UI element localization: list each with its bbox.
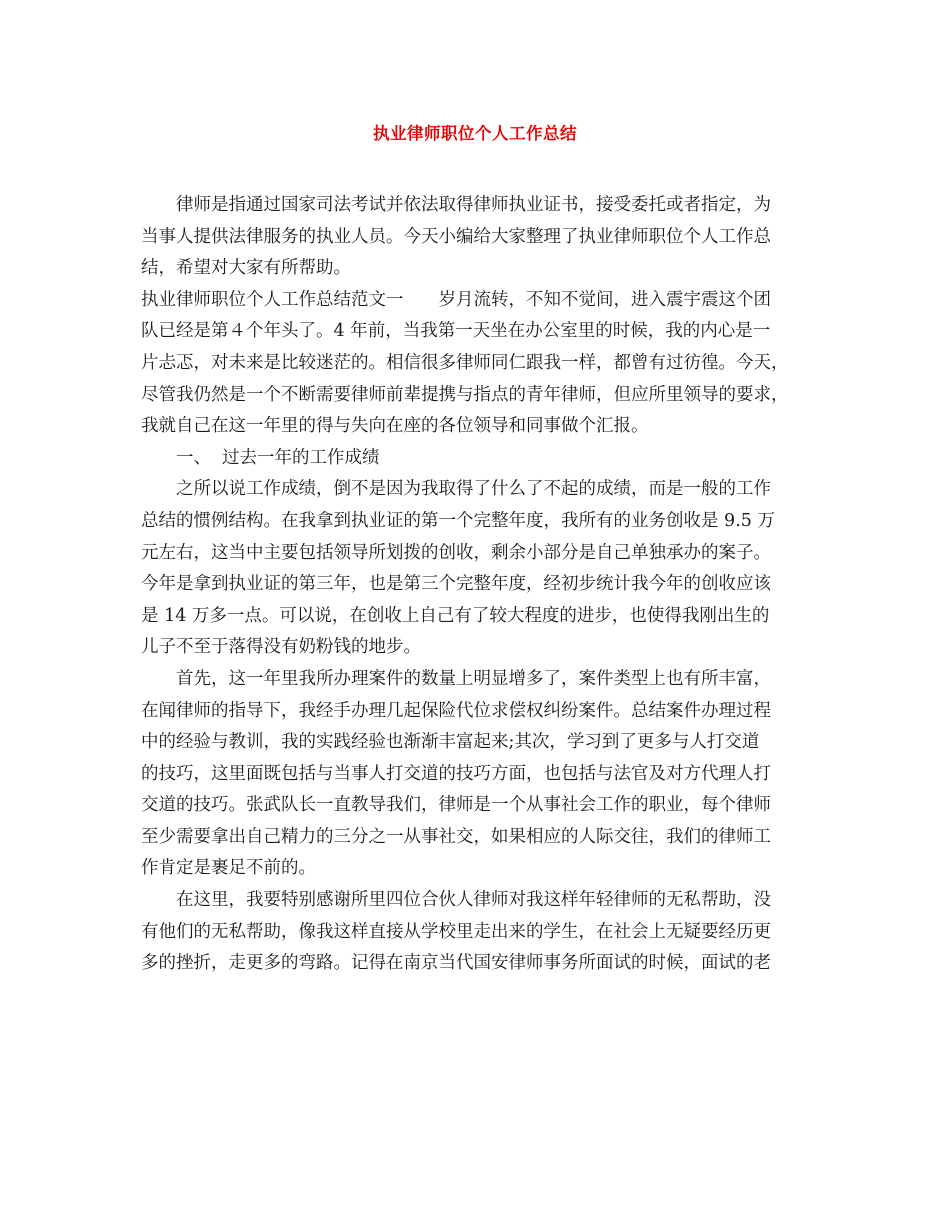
text-line: 总结的惯例结构。在我拿到执业证的第一个完整年度，我所有的业务创收是 9.5 万 <box>141 510 775 531</box>
text-line: 交道的技巧。张武队长一直教导我们，律师是一个从事社会工作的职业，每个律师 <box>141 795 771 816</box>
text-line: 片忐忑，对未来是比较迷茫的。相信很多律师同仁跟我一样，都曾有过彷徨。今天， <box>141 352 789 373</box>
text-line: 队已经是第４个年头了。4 年前，当我第一天坐在办公室里的时候，我的内心是一 <box>141 321 771 342</box>
document-body <box>141 190 831 980</box>
progress-paragraph <box>141 664 831 885</box>
text-line: 在闻律师的指导下，我经手办理几起保险代位求偿权纠纷案件。总结案件办理过程 <box>141 700 771 721</box>
sample-one-paragraph <box>141 285 831 443</box>
text-line: 首先，这一年里我所办理案件的数量上明显增多了，案件类型上也有所丰富， <box>176 668 771 689</box>
thanks-paragraph <box>141 885 831 980</box>
text-line: 在这里，我要特别感谢所里四位合伙人律师对我这样年轻律师的无私帮助，没 <box>176 890 771 911</box>
text-line: 作肯定是裹足不前的。 <box>141 858 316 879</box>
text-line: 中的经验与教训，我的实践经验也渐渐丰富起来;其次，学习到了更多与人打交道 <box>141 732 760 753</box>
text-line: 至少需要拿出自己精力的三分之一从事社交，如果相应的人际交往，我们的律师工 <box>141 826 771 847</box>
text-line: 的技巧，这里面既包括与当事人打交道的技巧方面，也包括与法官及对方代理人打 <box>141 763 771 784</box>
document-title: 执业律师职位个人工作总结 <box>373 124 577 143</box>
intro-paragraph <box>141 190 831 285</box>
text-line: 多的挫折，走更多的弯路。记得在南京当代国安律师事务所面试的时候，面试的老 <box>141 953 771 974</box>
section-number: 一、 <box>176 447 211 468</box>
text-line: 执业律师职位个人工作总结范文一 岁月流转，不知不觉间，进入震宇震这个团 <box>141 289 771 310</box>
section-title: 过去一年的工作成绩 <box>222 447 380 468</box>
text-line: 是 14 万多一点。可以说，在创收上自己有了较大程度的进步，也使得我刚出生的 <box>141 605 770 626</box>
text-line: 结，希望对大家有所帮助。 <box>141 258 351 279</box>
text-line: 尽管我仍然是一个不断需要律师前辈提携与指点的青年律师，但应所里领导的要求， <box>141 384 789 405</box>
text-line: 今年是拿到执业证的第三年，也是第三个完整年度，经初步统计我今年的创收应该 <box>141 574 771 595</box>
text-line: 有他们的无私帮助，像我这样直接从学校里走出来的学生，在社会上无疑要经历更 <box>141 921 771 942</box>
text-line: 我就自己在这一年里的得与失向在座的各位领导和同事做个汇报。 <box>141 416 649 437</box>
text-line: 儿子不至于落得没有奶粉钱的地步。 <box>141 637 421 658</box>
text-line: 元左右，这当中主要包括领导所划拨的创收，剩余小部分是自己单独承办的案子。 <box>141 542 771 563</box>
section-heading <box>141 443 831 475</box>
achievements-paragraph <box>141 474 831 664</box>
text-line: 律师是指通过国家司法考试并依法取得律师执业证书，接受委托或者指定，为 <box>176 195 771 215</box>
text-line: 当事人提供法律服务的执业人员。今天小编给大家整理了执业律师职位个人工作总 <box>141 226 771 247</box>
text-line: 之所以说工作成绩，倒不是因为我取得了什么了不起的成绩，而是一般的工作 <box>176 479 771 500</box>
